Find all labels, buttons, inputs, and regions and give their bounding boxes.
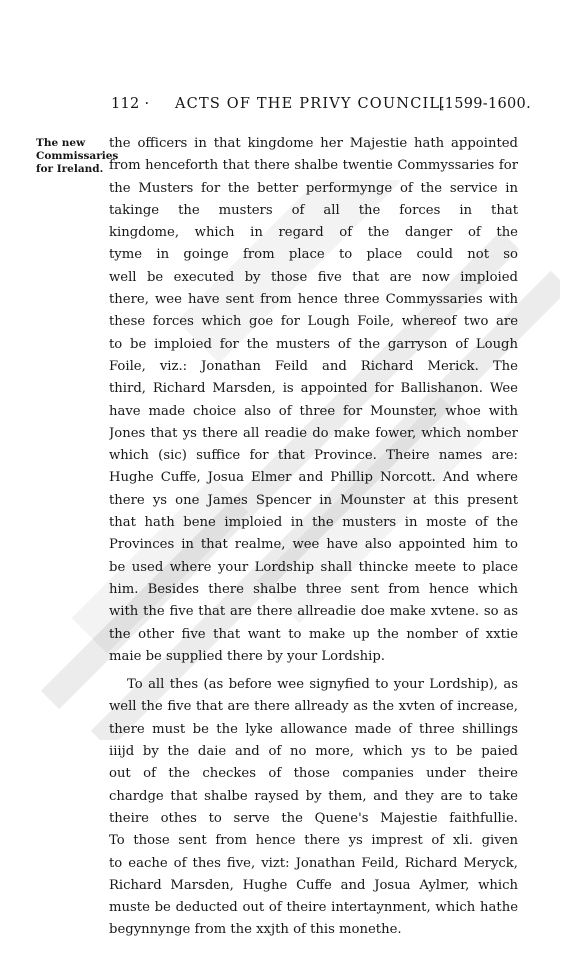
text-line: tyme in goinge from place to place could not so [109,247,518,263]
text-line: there must be the lyke allowance made of three shillings [109,721,518,737]
year-range: [1599-1600. [438,96,531,112]
body-text [109,133,518,942]
text-line: Provinces in that realme, wee have also appointed him to [109,537,518,553]
text-line: To those sent from hence there ys imprest of xli. given [109,833,518,849]
text-line: well the five that are there allready as the xvten of increase, [109,699,518,715]
text-line: from henceforth that there shalbe twentie Commyssaries for [109,158,518,174]
text-line: be used where your Lordship shall thincke meete to place [109,559,518,575]
text-line: the officers in that kingdome her Majestie hath appointed [109,136,518,151]
margin-note-line: Commissaries [36,150,119,162]
text-line: there, wee have sent from hence three Commyssaries with [109,292,518,308]
text-line: chardge that shalbe raysed by them, and they are to take [109,788,518,804]
text-line: To all thes (as before wee signyfied to your Lordship), as [127,677,518,693]
text-line: the other five that want to make up the nomber of xxtie [109,626,518,642]
text-line: the Musters for the better performynge of the service in [109,180,518,196]
text-line: with the five that are there allreadie doe make xvtene. so as [109,604,518,620]
text-line: these forces which goe for Lough Foile, whereof two are [109,314,518,330]
text-line: Jones that ys there all readie do make fower, which nomber [109,425,518,441]
text-line: maie be supplied there by your Lordship. [109,648,385,664]
text-line: muste be deducted out of theire intertaynment, which hathe [109,900,518,916]
text-line: to eache of thes five, vizt: Jonathan Feild, Richard Meryck, [109,855,518,871]
text-line: begynnynge from the xxjth of this monethe. [109,922,402,938]
margin-note-line: for Ireland. [36,163,104,175]
margin-note [36,137,119,176]
text-line: theire othes to serve the Quene's Majestie faithfullie. [109,810,518,826]
paragraph-1 [109,133,518,668]
text-line: which (sic) suffice for that Province. Theire names are: [109,448,518,464]
text-line: takinge the musters of all the forces in that [109,202,518,218]
running-title: ACTS OF THE PRIVY COUNCIL. [175,96,447,112]
text-line: out of the checkes of those companies under theire [109,766,518,782]
text-line: have made choice also of three for Mounster, whoe with [109,403,518,419]
page-number: 112 · [111,96,150,112]
text-line: well be executed by those five that are now imploied [109,269,518,285]
paragraph-2 [109,674,518,942]
text-line: kingdome, which in regard of the danger of the [109,225,518,241]
margin-note-line: The new [36,137,86,149]
text-line: him. Besides there shalbe three sent from hence which [109,581,518,597]
text-line: there ys one James Spencer in Mounster at this present [109,492,518,508]
running-header [111,96,531,118]
text-line: Richard Marsden, Hughe Cuffe and Josua Aylmer, which [109,877,518,893]
text-line: to be imploied for the musters of the garryson of Lough [109,336,518,352]
text-line: Hughe Cuffe, Josua Elmer and Phillip Norcott. And where [109,470,518,486]
text-line: iiijd by the daie and of no more, which ys to be paied [109,744,518,760]
text-line: that hath bene imploied in the musters in moste of the [109,515,518,531]
text-line: Foile, viz.: Jonathan Feild and Richard Merick. The [109,358,518,374]
text-line: third, Richard Marsden, is appointed for Ballishanon. Wee [109,381,518,397]
